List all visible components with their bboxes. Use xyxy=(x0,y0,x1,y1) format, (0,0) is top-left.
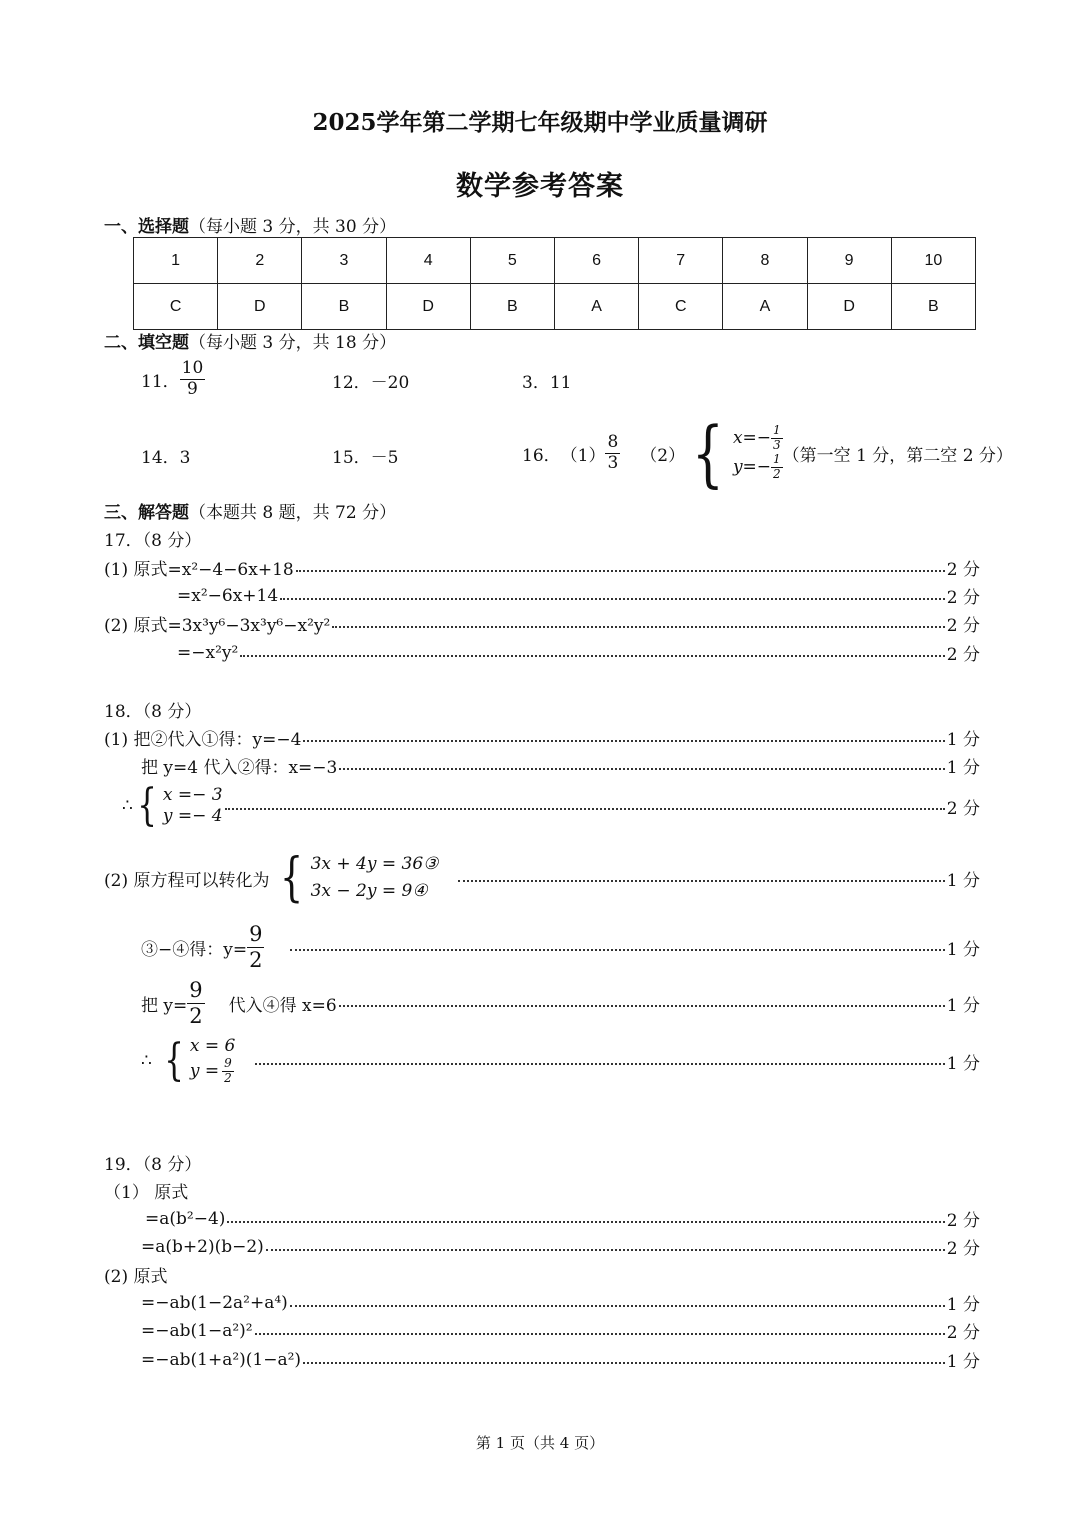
fill-q11 xyxy=(141,359,205,399)
q18-heading: 18．（8 分） xyxy=(104,702,202,722)
q15-answer: －5 xyxy=(370,448,399,468)
leader-dots xyxy=(280,598,945,600)
q18-line-1-score: 1 分 xyxy=(946,730,980,750)
leader-dots xyxy=(290,949,944,951)
q16-y-fraction xyxy=(771,453,783,482)
q16-number: 16． xyxy=(522,445,561,466)
table-cell-answer: A xyxy=(554,284,638,330)
q18-line-7-score: 1 分 xyxy=(946,1053,980,1074)
q18-sys2-eq2: 3x − 2y = 9④ xyxy=(310,881,428,901)
left-brace-icon: { xyxy=(280,848,304,908)
leader-dots xyxy=(225,808,945,810)
q19-line-3 xyxy=(0,1290,980,1315)
q18-line-6-numerator: 9 xyxy=(189,978,203,1003)
q19-line-1-score: 2 分 xyxy=(946,1211,980,1231)
q18-line-2-expr: 把 y=4 代入②得：x=−3 xyxy=(141,758,338,778)
q19-line-5-expr: =−ab(1+a²)(1−a²) xyxy=(141,1349,302,1370)
q19-line-3-score: 1 分 xyxy=(946,1295,980,1315)
left-brace-icon: { xyxy=(137,780,157,831)
q18-line-3-system xyxy=(122,780,223,831)
q18-line-5-expr xyxy=(141,922,264,971)
q17-heading: 17．（8 分） xyxy=(104,531,202,551)
q16-x-numerator: 1 xyxy=(773,423,781,438)
section-1-label: 一、选择题 xyxy=(104,217,189,237)
table-cell-answer: B xyxy=(891,284,975,330)
q16-note: （第一空 1 分，第二空 2 分） xyxy=(782,445,1013,466)
table-cell-answer: C xyxy=(639,284,723,330)
q18-line-5-numerator: 9 xyxy=(249,922,263,947)
q16-x-lhs: x=− xyxy=(732,428,772,449)
q18-line-6-text-2: 代入④得 x=6 xyxy=(228,995,337,1016)
section-2-note: （每小题 3 分，共 18 分） xyxy=(189,333,397,353)
table-cell-answer: D xyxy=(807,284,891,330)
q19-line-4-expr: =−ab(1−a²)² xyxy=(141,1320,253,1341)
q16-x-row xyxy=(733,424,783,453)
q19-line-4 xyxy=(0,1318,980,1343)
table-cell-answer: A xyxy=(723,284,807,330)
q17-line-1 xyxy=(0,555,980,580)
q17-line-4-expr: =−x²y² xyxy=(177,642,239,663)
q12-number: 12． xyxy=(332,373,371,393)
table-cell-answer: C xyxy=(134,284,218,330)
leader-dots xyxy=(296,570,945,572)
page-subtitle: 数学参考答案 xyxy=(456,171,624,202)
q19-line-1-expr: =a(b²−4) xyxy=(145,1208,226,1229)
q11-number: 11． xyxy=(141,371,180,392)
table-cell-number: 10 xyxy=(891,238,975,284)
q13-number: 3． xyxy=(522,373,550,393)
q17-line-4-score: 2 分 xyxy=(946,645,980,665)
q18-system-1 xyxy=(133,780,223,831)
q18-sys3-x: x = 6 xyxy=(189,1036,236,1057)
q16-part2-label: （2） xyxy=(640,445,686,466)
table-cell-answer: B xyxy=(470,284,554,330)
q19-heading: 19．（8 分） xyxy=(104,1155,202,1175)
q17-line-3-expr: (2) 原式=3x³y⁶−3x³y⁶−x²y² xyxy=(104,616,331,636)
q18-line-4 xyxy=(0,848,980,908)
q16-x-denominator: 3 xyxy=(773,438,781,453)
q18-system-1-rows xyxy=(163,785,223,828)
q18-sys2-eq1: 3x + 4y = 36③ xyxy=(310,853,439,874)
q19-line-5-score: 1 分 xyxy=(946,1352,980,1372)
therefore-symbol: ∴ xyxy=(122,796,133,816)
q18-sys3-y-denominator: 2 xyxy=(224,1071,232,1086)
q16-system xyxy=(685,411,783,495)
q19-line-3-expr: =−ab(1−2a²+a⁴) xyxy=(141,1292,288,1313)
q18-system-2 xyxy=(275,848,439,908)
table-cell-number: 2 xyxy=(218,238,302,284)
q19-line-2-expr: =a(b+2)(b−2) xyxy=(141,1236,264,1257)
section-2-label: 二、填空题 xyxy=(104,333,189,353)
table-cell-number: 5 xyxy=(470,238,554,284)
q16-y-numerator: 1 xyxy=(773,452,781,466)
q17-line-2 xyxy=(0,583,980,608)
q18-line-1-expr: (1) 把②代入①得：y=−4 xyxy=(104,730,302,750)
section-2-heading xyxy=(104,328,396,353)
leader-dots xyxy=(339,768,944,770)
q16-system-rows xyxy=(733,424,783,481)
table-cell-answer: D xyxy=(386,284,470,330)
q19-line-2 xyxy=(0,1234,980,1259)
q18-sys1-y: y =− 4 xyxy=(162,806,223,826)
q16-part1-numerator: 8 xyxy=(607,431,619,452)
q18-system-2-rows xyxy=(311,851,439,905)
q18-line-5-score: 1 分 xyxy=(946,939,980,960)
leader-dots xyxy=(255,1063,944,1065)
fill-q16 xyxy=(522,410,1013,496)
q17-line-2-expr: =x²−6x+14 xyxy=(177,585,279,606)
q18-line-7 xyxy=(0,1036,980,1086)
q16-x-fraction xyxy=(771,424,783,453)
table-cell-number: 8 xyxy=(723,238,807,284)
q18-line-1 xyxy=(0,725,980,750)
q18-line-6-denominator: 2 xyxy=(189,1003,203,1028)
answer-table-number-row xyxy=(134,238,976,284)
q17-line-4 xyxy=(0,640,980,665)
q16-y-denominator: 2 xyxy=(773,466,781,481)
left-brace-icon: { xyxy=(691,411,725,495)
q18-line-5-denominator: 2 xyxy=(249,947,263,972)
q18-line-6-score: 1 分 xyxy=(946,995,980,1016)
q18-system-3-rows xyxy=(190,1036,235,1086)
q18-line-2 xyxy=(0,753,980,778)
q17-line-1-expr: (1) 原式=x²−4−6x+18 xyxy=(104,560,294,580)
table-cell-number: 1 xyxy=(134,238,218,284)
q17-line-3-score: 2 分 xyxy=(946,616,980,636)
fill-q14 xyxy=(141,443,190,468)
q19-line-5 xyxy=(0,1347,980,1372)
table-cell-number: 4 xyxy=(386,238,470,284)
q16-part1-fraction xyxy=(605,433,620,473)
leader-dots xyxy=(339,1005,945,1007)
leader-dots xyxy=(290,1305,945,1307)
q18-line-4-text: (2) 原方程可以转化为 xyxy=(104,870,270,891)
answer-table-answer-row xyxy=(134,284,976,330)
leader-dots xyxy=(227,1221,944,1223)
q18-line-4-expr xyxy=(104,848,456,908)
q16-part1-denominator: 3 xyxy=(607,452,619,473)
fill-q12 xyxy=(332,368,409,393)
section-1-heading xyxy=(104,212,396,237)
q13-answer: 11 xyxy=(549,373,572,393)
q11-denominator: 9 xyxy=(187,378,198,399)
q19-part2-heading: (2) 原式 xyxy=(104,1267,168,1287)
page-title: 2025学年第二学期七年级期中学业质量调研 xyxy=(312,109,768,136)
table-cell-number: 3 xyxy=(302,238,386,284)
left-brace-icon: { xyxy=(164,1035,184,1086)
q19-part1-heading: （1） 原式 xyxy=(104,1183,189,1203)
fill-q13 xyxy=(522,368,571,393)
leader-dots xyxy=(240,655,944,657)
section-1-note: （每小题 3 分，共 30 分） xyxy=(189,217,397,237)
q17-line-2-score: 2 分 xyxy=(946,588,980,608)
leader-dots xyxy=(266,1249,945,1251)
q18-line-3-score: 2 分 xyxy=(946,798,980,819)
q18-sys3-y-numerator: 9 xyxy=(224,1056,232,1071)
q16-y-lhs: y=− xyxy=(732,456,772,477)
q19-line-4-score: 2 分 xyxy=(946,1323,980,1343)
q18-line-6-fraction xyxy=(187,978,204,1027)
q14-number: 14． xyxy=(141,448,180,468)
leader-dots xyxy=(255,1333,945,1335)
q18-line-7-system xyxy=(141,1036,235,1086)
section-3-note: （本题共 8 题，共 72 分） xyxy=(189,503,397,523)
table-cell-answer: B xyxy=(302,284,386,330)
q16-part1-label: （1） xyxy=(560,445,606,466)
q17-line-3 xyxy=(0,611,980,636)
q12-answer: －20 xyxy=(370,373,410,393)
q18-line-6-text-1: 把 y= xyxy=(141,995,188,1016)
q18-line-6 xyxy=(0,978,980,1028)
q14-answer: 3 xyxy=(179,448,191,468)
q18-sys3-y-lhs: y = xyxy=(189,1061,220,1081)
q15-number: 15． xyxy=(332,448,371,468)
q18-line-5 xyxy=(0,922,980,972)
q11-fraction xyxy=(180,359,206,399)
fill-q15 xyxy=(332,443,398,468)
q18-line-4-score: 1 分 xyxy=(946,870,980,891)
q18-line-5-fraction xyxy=(247,922,264,971)
table-cell-number: 6 xyxy=(554,238,638,284)
q11-numerator: 10 xyxy=(181,358,204,378)
q16-y-row xyxy=(733,453,783,482)
q19-line-1 xyxy=(0,1206,980,1231)
therefore-symbol: ∴ xyxy=(141,1051,152,1071)
section-3-heading xyxy=(104,498,396,523)
q17-line-1-score: 2 分 xyxy=(946,560,980,580)
answer-table xyxy=(133,237,976,330)
page-number: 第 1 页（共 4 页） xyxy=(475,1434,605,1452)
q18-sys3-y-fraction xyxy=(222,1057,234,1086)
q18-sys1-x: x =− 3 xyxy=(162,784,223,805)
table-cell-number: 7 xyxy=(639,238,723,284)
leader-dots xyxy=(303,1362,945,1364)
leader-dots xyxy=(303,740,944,742)
section-3-label: 三、解答题 xyxy=(104,503,189,523)
q18-line-2-score: 1 分 xyxy=(946,758,980,778)
q18-line-6-expr xyxy=(141,978,337,1027)
q18-line-5-text: ③−④得：y= xyxy=(141,939,248,960)
table-cell-number: 9 xyxy=(807,238,891,284)
table-cell-answer: D xyxy=(218,284,302,330)
q18-line-3 xyxy=(0,780,980,831)
leader-dots xyxy=(458,880,944,882)
q18-sys3-y-row xyxy=(190,1057,235,1086)
q18-system-3 xyxy=(160,1036,235,1086)
leader-dots xyxy=(332,626,944,628)
q19-line-2-score: 2 分 xyxy=(946,1239,980,1259)
